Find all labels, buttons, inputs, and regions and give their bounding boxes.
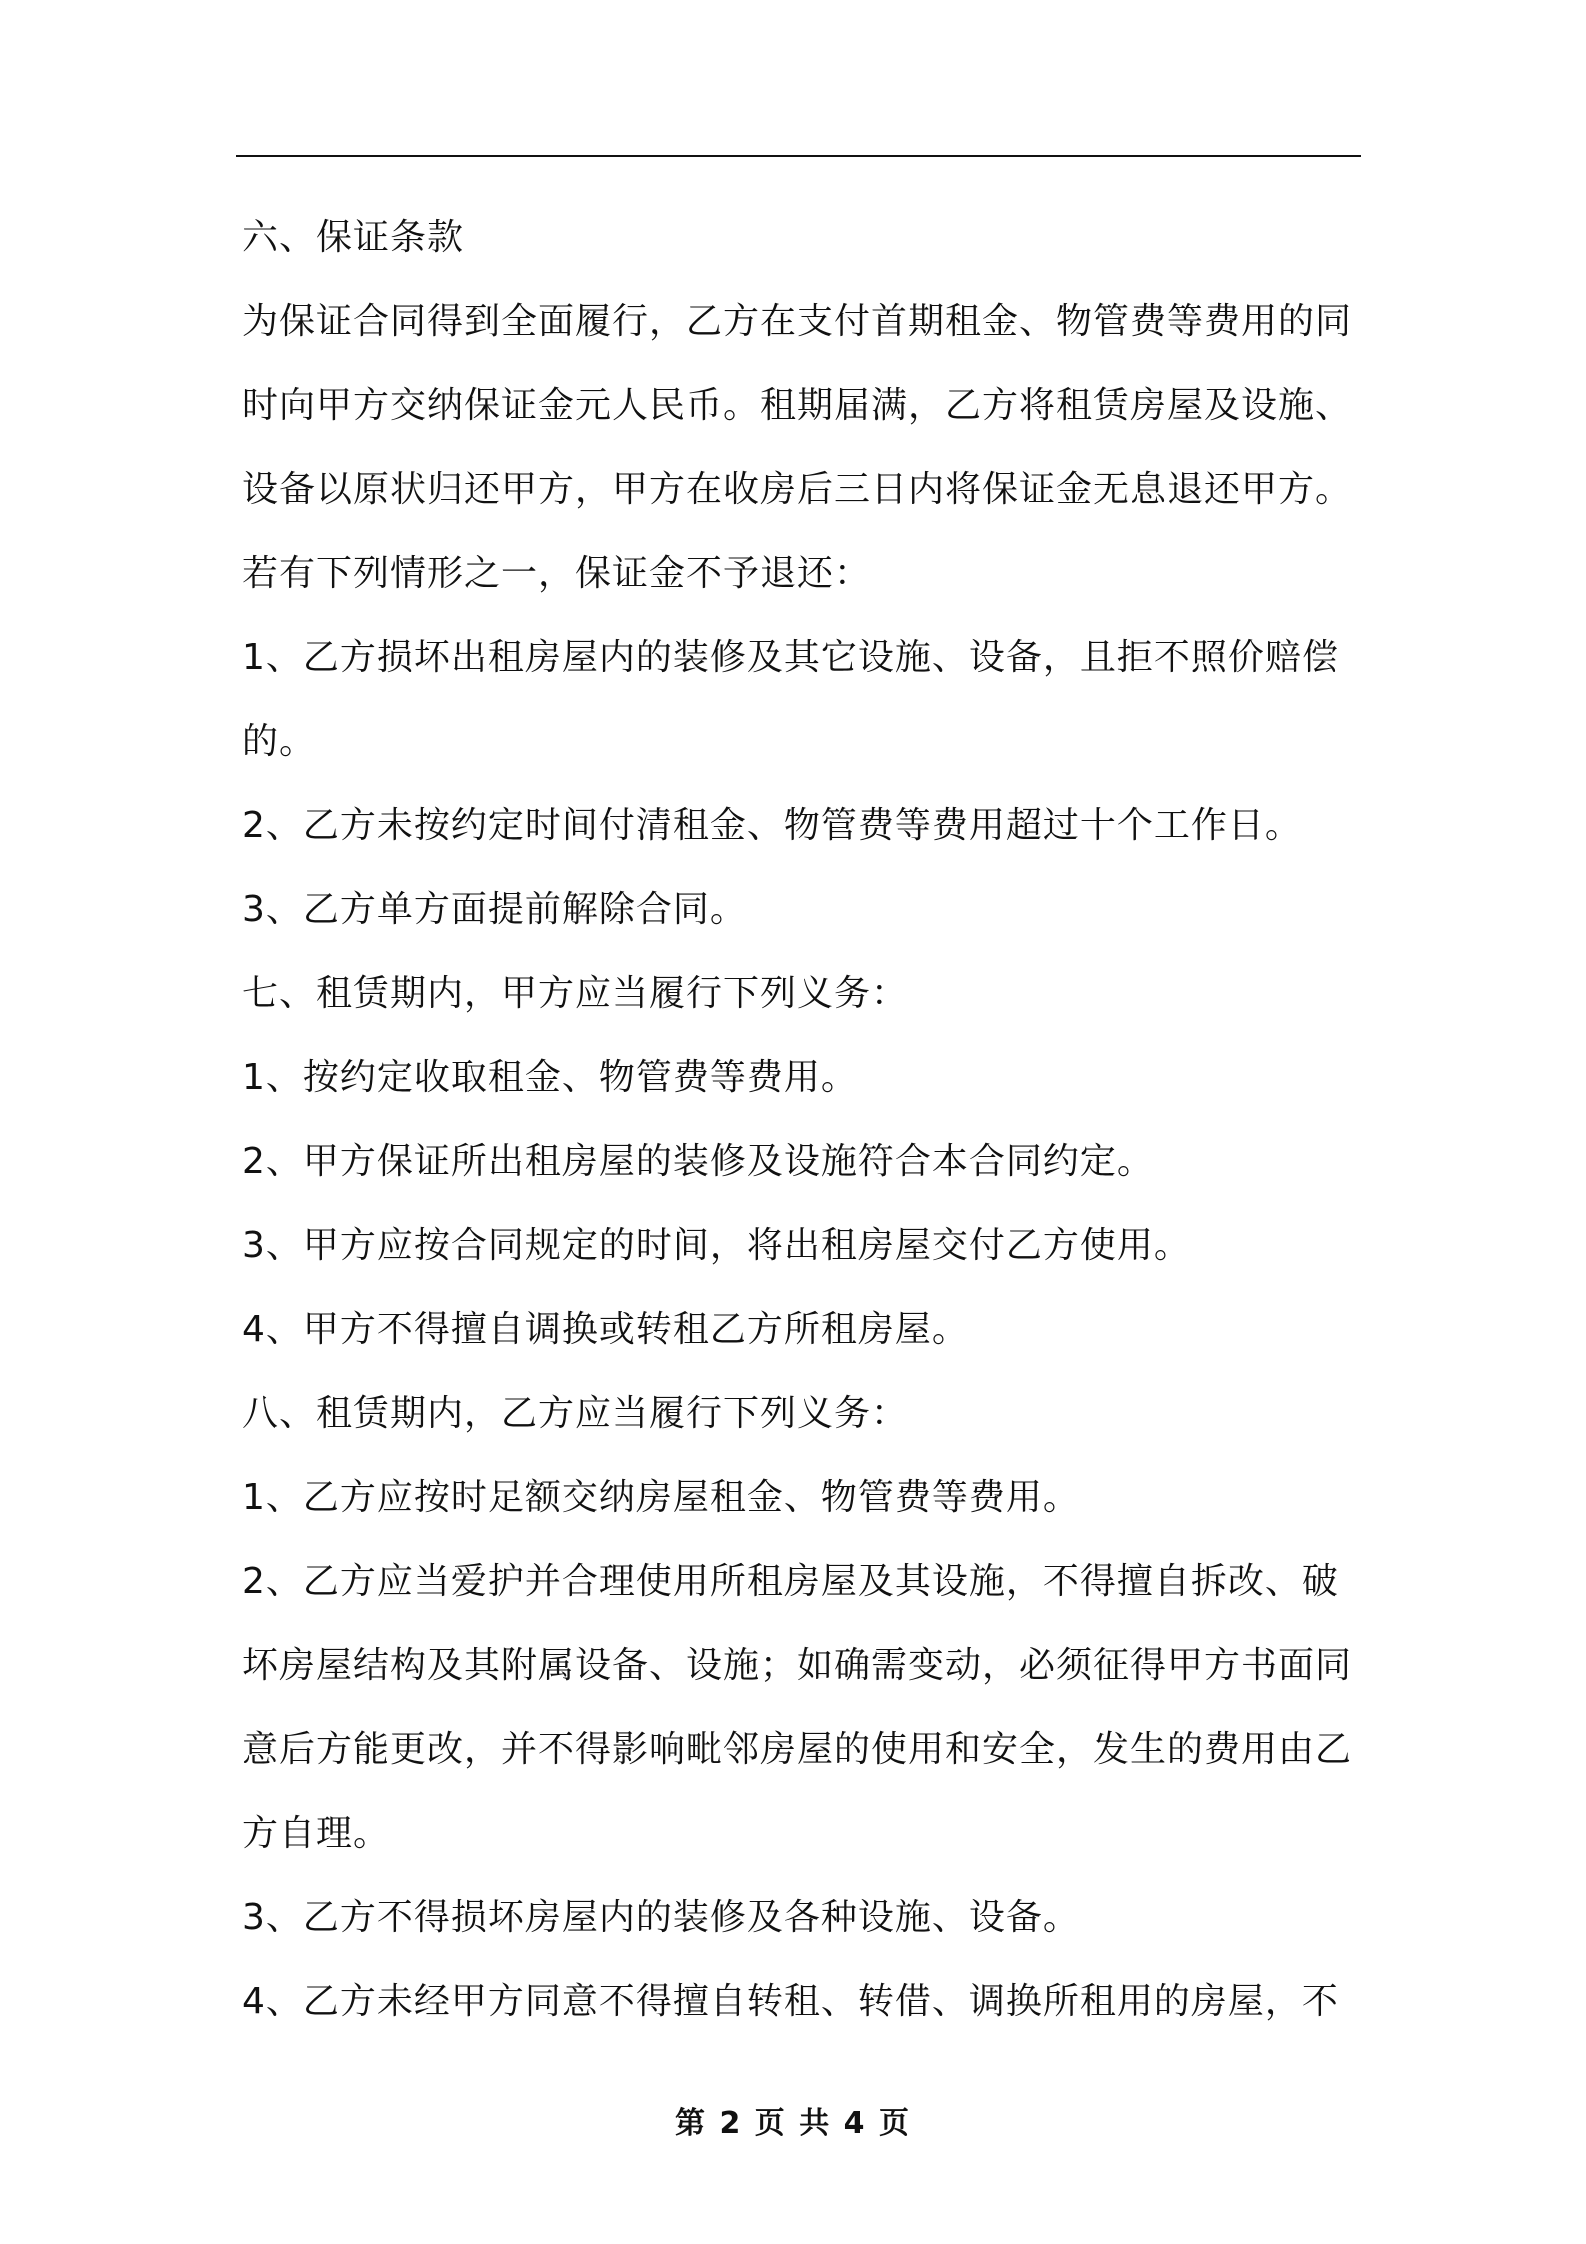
section-heading-6: 六、保证条款: [242, 217, 465, 258]
list-item: 4、甲方不得擅自调换或转租乙方所租房屋。: [242, 1309, 969, 1350]
list-item: 1、按约定收取租金、物管费等费用。: [242, 1057, 858, 1098]
list-item-continuation: 方自理。: [242, 1813, 391, 1854]
list-item: 3、乙方不得损坏房屋内的装修及各种设施、设备。: [242, 1897, 1080, 1938]
section-heading-8: 八、租赁期内，乙方应当履行下列义务：: [242, 1393, 909, 1434]
paragraph-line: 若有下列情形之一，保证金不予退还：: [242, 553, 872, 594]
paragraph-line: 为保证合同得到全面履行，乙方在支付首期租金、物管费等费用的同: [242, 301, 1353, 342]
page-footer: [0, 2098, 1586, 2142]
list-item: 2、乙方未按约定时间付清租金、物管费等费用超过十个工作日。: [242, 805, 1302, 846]
list-item: 1、乙方应按时足额交纳房屋租金、物管费等费用。: [242, 1477, 1080, 1518]
document-body: [242, 196, 1367, 2044]
page-number-label: 第 2 页 共 4 页: [675, 2106, 911, 2141]
list-item-continuation: 坏房屋结构及其附属设备、设施；如确需变动，必须征得甲方书面同: [242, 1645, 1353, 1686]
list-item: 4、乙方未经甲方同意不得擅自转租、转借、调换所租用的房屋，不: [242, 1981, 1339, 2022]
header-rule: [236, 155, 1361, 157]
list-item-continuation: 意后方能更改，并不得影响毗邻房屋的使用和安全，发生的费用由乙: [242, 1729, 1353, 1770]
list-item: 1、乙方损坏出租房屋内的装修及其它设施、设备，且拒不照价赔偿: [242, 637, 1339, 678]
list-item-continuation: 的。: [242, 721, 317, 762]
paragraph-line: 设备以原状归还甲方，甲方在收房后三日内将保证金无息退还甲方。: [242, 469, 1353, 510]
section-heading-7: 七、租赁期内，甲方应当履行下列义务：: [242, 973, 909, 1014]
list-item: 3、甲方应按合同规定的时间，将出租房屋交付乙方使用。: [242, 1225, 1191, 1266]
list-item: 2、乙方应当爱护并合理使用所租房屋及其设施，不得擅自拆改、破: [242, 1561, 1339, 1602]
paragraph-line: 时向甲方交纳保证金元人民币。租期届满，乙方将租赁房屋及设施、: [242, 385, 1353, 426]
list-item: 2、甲方保证所出租房屋的装修及设施符合本合同约定。: [242, 1141, 1154, 1182]
list-item: 3、乙方单方面提前解除合同。: [242, 889, 747, 930]
